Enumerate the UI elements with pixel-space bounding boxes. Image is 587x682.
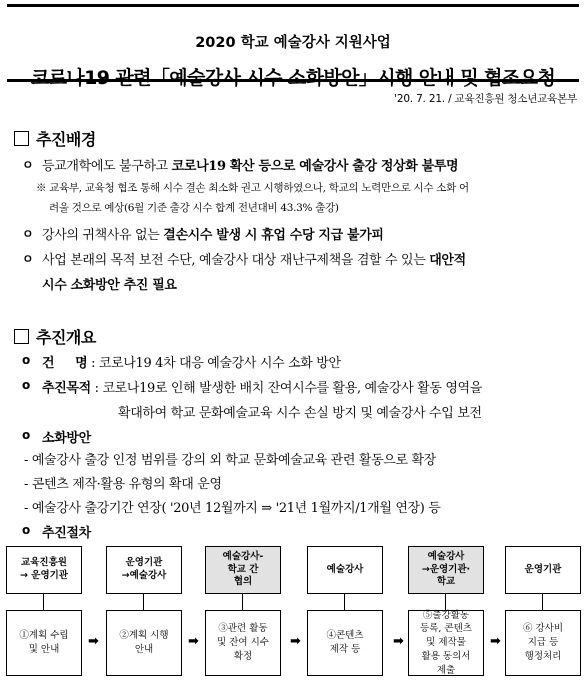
item-text: 강사의 귀책사유 없는 (42, 228, 164, 243)
field-value: : 코로나19로 인해 발생한 배치 잔여시수를 활용, 예술강사 활동 영역을 (94, 381, 482, 396)
item-emphasis: 결손시수 발생 시 휴업 수당 지급 불가피 (163, 228, 384, 243)
field-label: 추진절차 (42, 526, 91, 541)
flow-step-head: 운영기관 →예술강사 (106, 546, 182, 594)
flow-step-1 (6, 546, 82, 676)
flow-step-head: 운영기관 (505, 546, 581, 594)
bold-o-bullet: o (22, 523, 31, 537)
plan-item: - 콘텐츠 제작·활용 유형의 확대 운영 (24, 477, 222, 492)
circle-bullet: ㅇ (22, 252, 34, 266)
field-label: 소화방안 (42, 431, 91, 446)
background-item-3 (42, 249, 466, 268)
flow-connector (542, 594, 543, 610)
plan-item: - 예술강사 출강기간 연장( '20년 12월까지 ⇒ '21년 1월까지/1개월 연장) 등 (24, 501, 441, 516)
overview-purpose (42, 377, 482, 396)
bold-o-bullet: o (22, 428, 31, 442)
flow-step-body: ⑥ 강사비 지급 등 행정처리 (505, 610, 581, 676)
flow-connector (344, 594, 345, 610)
right-arrow-icon: ➡ (393, 634, 404, 649)
procedure-flow (6, 546, 581, 676)
bold-o-bullet: o (22, 378, 31, 392)
item-text: 등교개학에도 불구하고 (42, 159, 172, 174)
flow-connector (143, 594, 144, 610)
overview-purpose-cont: 확대하여 학교 문화예술교육 시수 손실 방지 및 예술강사 수입 보전 (118, 406, 482, 421)
flow-step-3 (205, 546, 281, 676)
flow-step-head: 예술강사 (307, 546, 383, 594)
document-subtitle: 2020 학교 예술강사 지원사업 (195, 35, 391, 51)
flow-step-head: 예술강사 →운영기관· 학교 (408, 546, 484, 594)
plan-item: - 예술강사 출강 인정 범위를 강의 외 학교 문화예술교육 관련 활동으로 확장 (24, 453, 436, 468)
flow-connector (242, 594, 243, 610)
document-title: 코로나19 관련「예술강사 시수 소화방안」시행 안내 및 협조요청 (30, 67, 556, 89)
circle-bullet: ㅇ (22, 158, 34, 172)
background-item-3-cont (42, 274, 177, 293)
section-heading-text: 추진개요 (36, 328, 96, 347)
flow-step-body: ⑤출강활동 등록, 콘텐츠 및 제작물 활용 동의서 제출 (408, 610, 484, 676)
flow-step-6 (505, 546, 581, 676)
right-arrow-icon: ➡ (188, 634, 199, 649)
field-label: 추진목적 (42, 381, 91, 396)
bold-o-bullet: o (22, 353, 31, 367)
note-line-1: ※ 교육부, 교육청 협조 통해 시수 결손 최소화 권고 시행하였으나, 학교의 노력만으로 시수 소화 어 (36, 182, 469, 194)
overview-plan-label (42, 427, 91, 446)
flow-step-4 (307, 546, 383, 676)
field-label: 건 명 (42, 356, 88, 371)
right-arrow-icon: ➡ (490, 634, 501, 649)
flow-step-5 (408, 546, 484, 676)
item-emphasis: 코로나19 확산 등으로 예술강사 출강 정상화 불투명 (171, 159, 459, 174)
flow-step-head: 예술강사- 학교 간 협의 (205, 546, 281, 594)
flow-connector (43, 594, 44, 610)
note-line-2: 려울 것으로 예상(6월 기준 출강 시수 합계 전년대비 43.3% 출강) (49, 202, 339, 214)
flow-connector (445, 594, 446, 610)
flow-step-body: ④콘텐츠 제작 등 (307, 610, 383, 676)
section-heading-background (14, 127, 96, 150)
field-value: : 코로나19 4차 대응 예술강사 시수 소화 방안 (91, 356, 341, 371)
flow-step-body: ①계획 수립 및 안내 (6, 610, 82, 676)
section-heading-overview (14, 325, 96, 348)
overview-name (42, 352, 341, 371)
flow-step-2 (106, 546, 182, 676)
background-item-1 (42, 155, 458, 174)
square-bullet-icon (14, 131, 29, 146)
flow-step-body: ③관련 활동 및 잔여 시수 확정 (205, 610, 281, 676)
item-emphasis: 대안적 (429, 253, 466, 268)
right-arrow-icon: ➡ (88, 634, 99, 649)
flow-step-body: ②계획 시행 안내 (106, 610, 182, 676)
background-item-2 (42, 224, 384, 243)
right-arrow-icon: ➡ (290, 634, 301, 649)
title-box (7, 4, 579, 89)
dateline: '20. 7. 21. / 교육진흥원 청소년교육본부 (394, 93, 577, 105)
overview-procedure-label (42, 522, 91, 541)
flow-step-head: 교육진흥원 → 운영기관 (6, 546, 82, 594)
circle-bullet: ㅇ (22, 227, 34, 241)
section-heading-text: 추진배경 (36, 130, 96, 149)
square-bullet-icon (14, 329, 29, 344)
item-text: 사업 본래의 목적 보전 수단, 예술강사 대상 재난구제책을 겸할 수 있는 (42, 253, 430, 268)
item-emphasis: 시수 소화방안 추진 필요 (42, 278, 177, 293)
